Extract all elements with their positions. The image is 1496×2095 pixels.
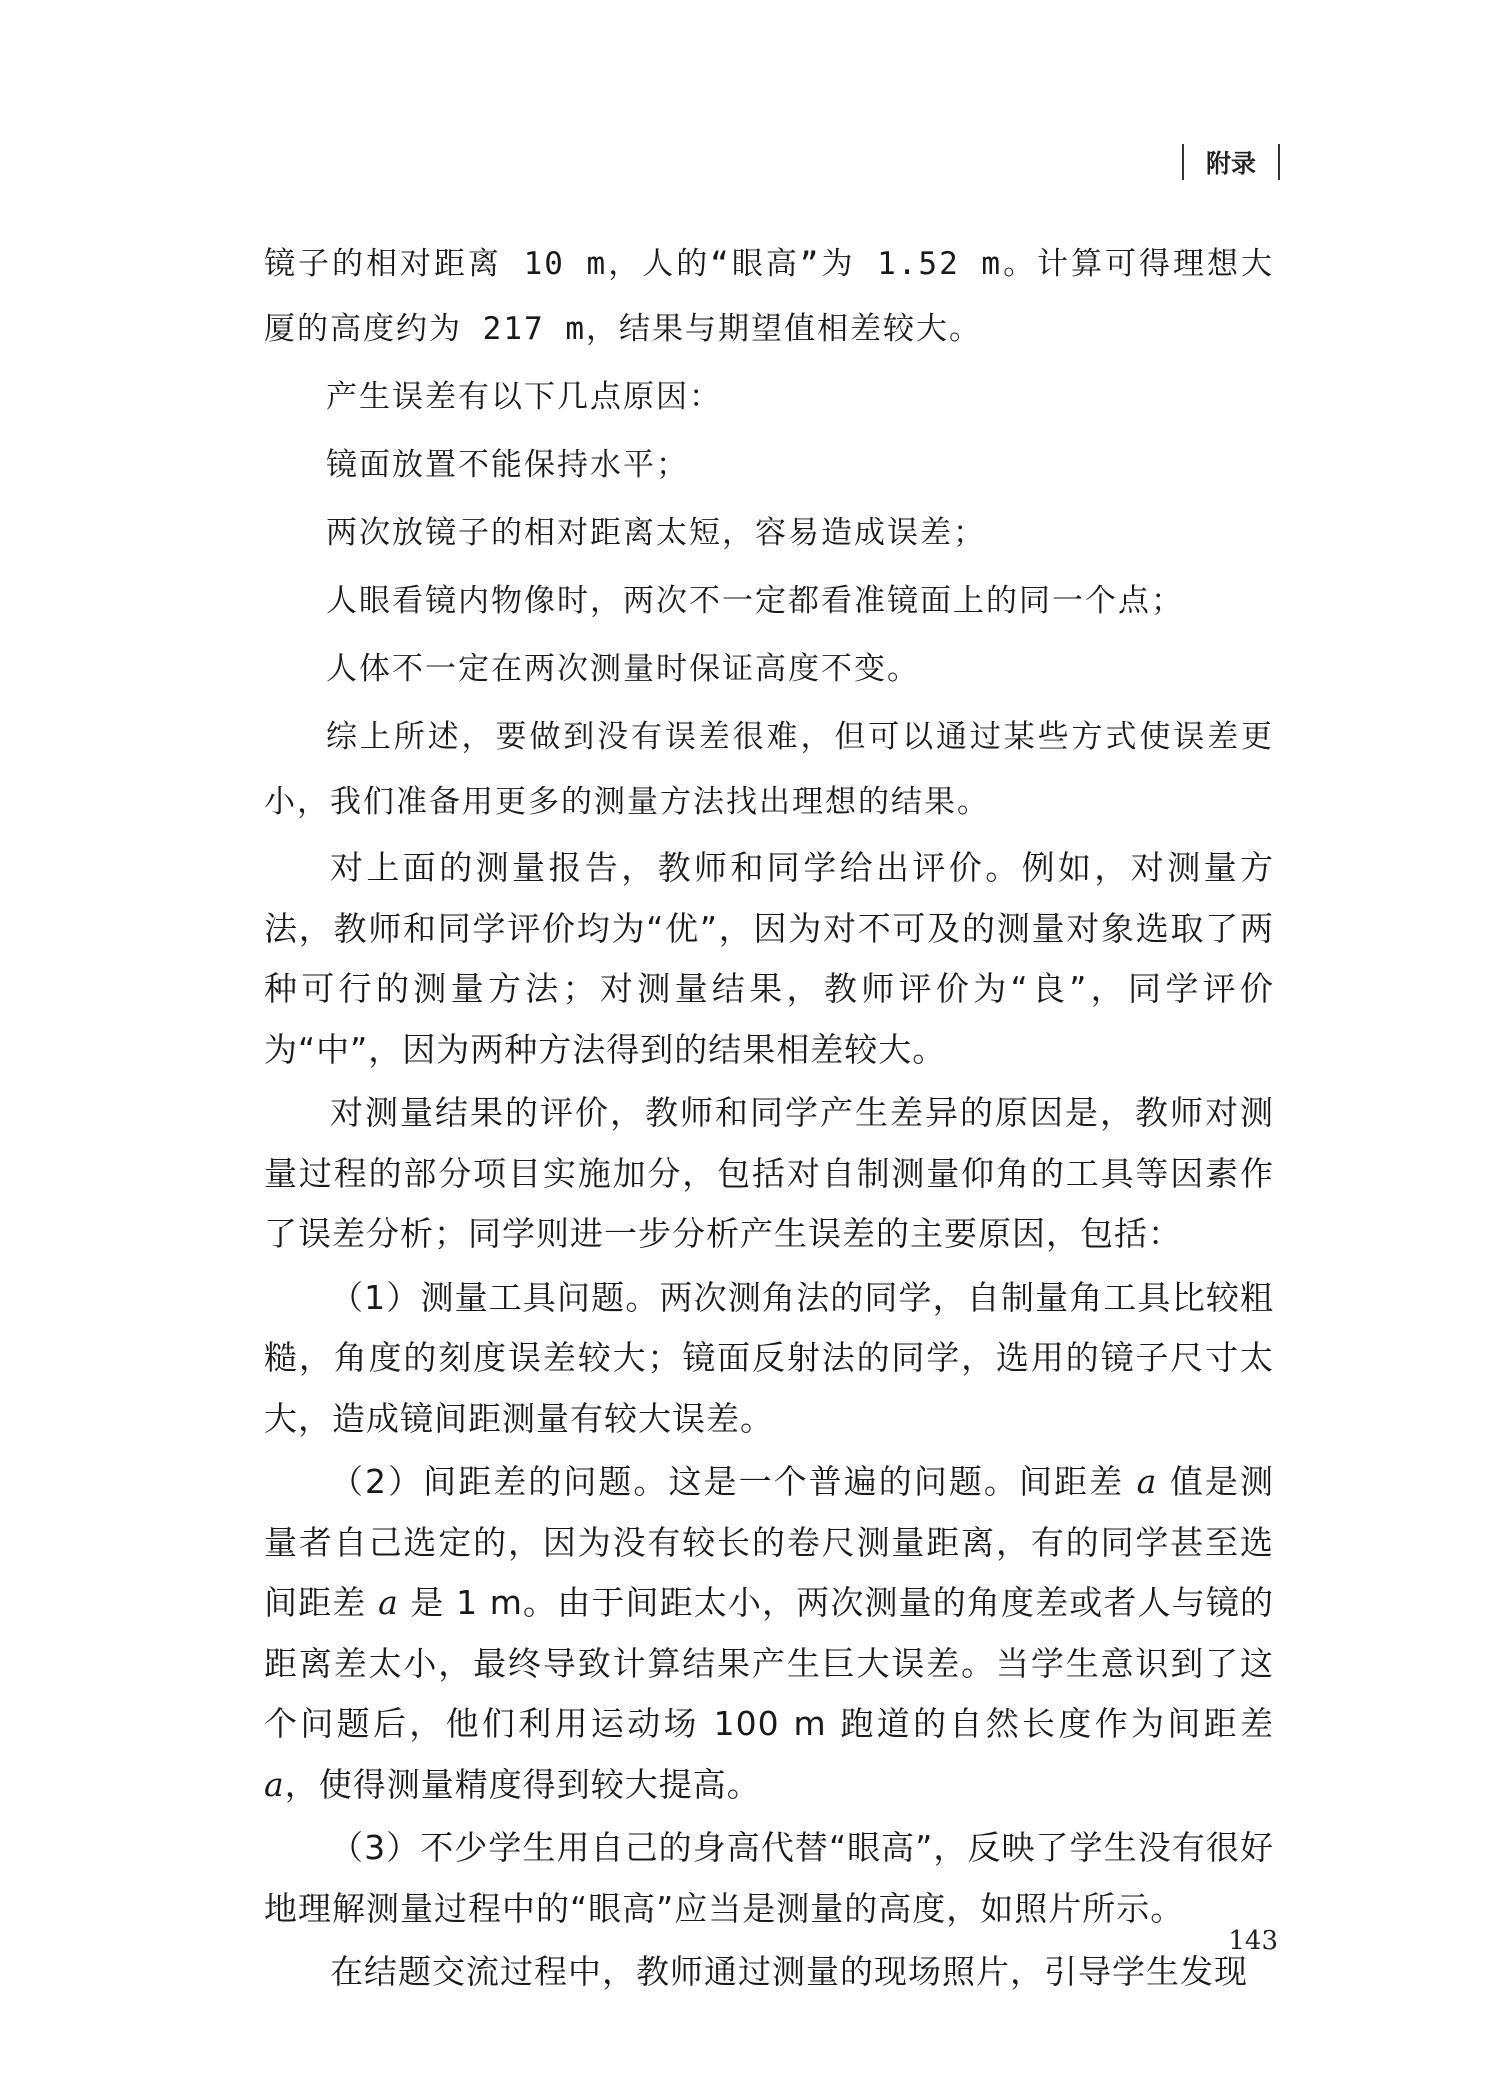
paragraph: 综上所述，要做到没有误差很难，但可以通过某些方式使误差更小，我们准备用更多的测量方法找出理想的结果。 [264, 719, 1274, 820]
header-divider [1182, 144, 1184, 180]
paragraph: 人眼看镜内物像时，两次不一定都看准镜面上的同一个点； [326, 583, 1184, 619]
running-header [1182, 142, 1280, 182]
paragraph: 对上面的测量报告，教师和同学给出评价。例如，对测量方法，教师和同学评价均为“优”，因为对不可及的测量对象选取了两种可行的测量方法；对测量结果，教师评价为“良”，同学评价为“中”，因为两种方法得到的结果相差较大。 [264, 848, 1274, 1069]
paragraph: （1）测量工具问题。两次测角法的同学，自制量角工具比较粗糙，角度的刻度误差较大；镜面反射法的同学，选用的镜子尺寸太大，造成镜间距测量有较大误差。 [264, 1277, 1274, 1438]
paragraph: 对测量结果的评价，教师和同学产生差异的原因是，教师对测量过程的部分项目实施加分，包括对自制测量仰角的工具等因素作了误差分析；同学则进一步分析产生误差的主要原因，包括： [264, 1093, 1274, 1253]
page-number: 143 [1228, 1926, 1278, 1956]
variable-a: a [378, 1583, 399, 1622]
variable-a: a [264, 1764, 285, 1804]
paragraph: 在结题交流过程中，教师通过测量的现场照片，引导学生发现 [330, 1952, 1248, 1991]
paragraph: 产生误差有以下几点原因： [326, 379, 722, 415]
header-divider [1278, 144, 1280, 180]
paragraph: （3）不少学生用自己的身高代替“眼高”，反映了学生没有很好地理解测量过程中的“眼高”应当是测量的高度，如照片所示。 [264, 1828, 1274, 1928]
text-run: 值是测量者自己选定的，因为没有较长的卷尺测量距离，有的同学甚至选间距差 [264, 1462, 1274, 1622]
paragraph [264, 1452, 1274, 1815]
text-run: ，使得测量精度得到较大提高。 [284, 1764, 761, 1804]
body-text [264, 232, 1274, 2006]
section-title: 附录 [1205, 149, 1256, 178]
text-run: 是 1 m。由于间距太小，两次测量的角度差或者人与镜的距离差太小，最终导致计算结果产生巨大误差。当学生意识到了这个问题后，他们利用运动场 100 m 跑道的自然长度作为间距差 [264, 1583, 1274, 1743]
variable-a: a [1136, 1462, 1158, 1501]
text-run: （2）间距差的问题。这是一个普遍的问题。间距差 [330, 1462, 1137, 1501]
paragraph: 两次放镜子的相对距离太短，容易造成误差； [326, 515, 986, 551]
paragraph: 镜子的相对距离 10 m，人的“眼高”为 1.52 m。计算可得理想大厦的高度约为 217 m，结果与期望值相差较大。 [264, 246, 1274, 347]
paragraph: 镜面放置不能保持水平； [326, 447, 689, 483]
paragraph: 人体不一定在两次测量时保证高度不变。 [326, 651, 920, 687]
